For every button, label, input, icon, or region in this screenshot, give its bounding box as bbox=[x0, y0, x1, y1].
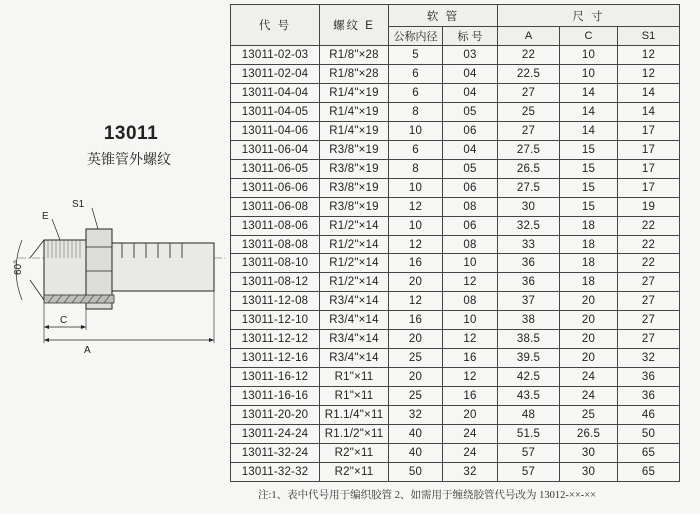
cell-code: 13011-08-12 bbox=[231, 273, 320, 292]
cell-nominal-id: 40 bbox=[389, 444, 443, 463]
cell-mark: 04 bbox=[443, 83, 498, 102]
cell-mark: 16 bbox=[443, 387, 498, 406]
cell-c: 24 bbox=[560, 387, 618, 406]
cell-a: 36 bbox=[498, 254, 560, 273]
cell-c: 20 bbox=[560, 292, 618, 311]
cell-thread: R1"×11 bbox=[320, 387, 389, 406]
cell-s1: 65 bbox=[618, 462, 680, 481]
cell-thread: R1/4"×19 bbox=[320, 83, 389, 102]
cell-nominal-id: 12 bbox=[389, 197, 443, 216]
header-thread: 螺纹 E bbox=[320, 5, 389, 46]
cell-a: 37 bbox=[498, 292, 560, 311]
footnote: 注:1、表中代号用于编织胶管 2、如需用于缠绕胶管代号改为 13012-××-×× bbox=[258, 490, 597, 501]
cell-a: 51.5 bbox=[498, 425, 560, 444]
cell-code: 13011-04-04 bbox=[231, 83, 320, 102]
cell-s1: 22 bbox=[618, 235, 680, 254]
cell-s1: 27 bbox=[618, 311, 680, 330]
cell-s1: 14 bbox=[618, 102, 680, 121]
cell-nominal-id: 40 bbox=[389, 425, 443, 444]
cell-a: 30 bbox=[498, 197, 560, 216]
cell-thread: R3/4"×14 bbox=[320, 330, 389, 349]
cell-code: 13011-06-08 bbox=[231, 197, 320, 216]
cell-a: 38.5 bbox=[498, 330, 560, 349]
table-row bbox=[231, 311, 680, 330]
cell-nominal-id: 6 bbox=[389, 83, 443, 102]
cell-c: 14 bbox=[560, 121, 618, 140]
cell-c: 15 bbox=[560, 159, 618, 178]
cell-s1: 22 bbox=[618, 216, 680, 235]
cell-c: 24 bbox=[560, 368, 618, 387]
cell-a: 22.5 bbox=[498, 64, 560, 83]
cell-nominal-id: 20 bbox=[389, 273, 443, 292]
table-row bbox=[231, 330, 680, 349]
spec-table-body bbox=[231, 46, 680, 482]
cell-c: 20 bbox=[560, 349, 618, 368]
cell-s1: 65 bbox=[618, 444, 680, 463]
cell-thread: R3/4"×14 bbox=[320, 311, 389, 330]
cell-a: 38 bbox=[498, 311, 560, 330]
cell-c: 18 bbox=[560, 273, 618, 292]
cell-thread: R1.1/4"×11 bbox=[320, 406, 389, 425]
cell-c: 18 bbox=[560, 254, 618, 273]
cell-thread: R1/2"×14 bbox=[320, 235, 389, 254]
cell-thread: R2"×11 bbox=[320, 444, 389, 463]
table-row bbox=[231, 462, 680, 481]
cell-s1: 14 bbox=[618, 83, 680, 102]
table-row bbox=[231, 349, 680, 368]
table-row bbox=[231, 83, 680, 102]
cell-mark: 06 bbox=[443, 178, 498, 197]
cell-c: 20 bbox=[560, 330, 618, 349]
cell-thread: R3/4"×14 bbox=[320, 292, 389, 311]
table-row bbox=[231, 197, 680, 216]
cell-s1: 17 bbox=[618, 140, 680, 159]
cell-mark: 05 bbox=[443, 159, 498, 178]
cell-thread: R1"×11 bbox=[320, 368, 389, 387]
cell-code: 13011-20-20 bbox=[231, 406, 320, 425]
cell-code: 13011-08-10 bbox=[231, 254, 320, 273]
cell-thread: R1.1/2"×11 bbox=[320, 425, 389, 444]
table-row bbox=[231, 140, 680, 159]
header-dimensions: 尺 寸 bbox=[498, 5, 680, 27]
header-code: 代 号 bbox=[231, 5, 320, 46]
cell-c: 15 bbox=[560, 140, 618, 159]
cell-thread: R1/2"×14 bbox=[320, 273, 389, 292]
cell-code: 13011-16-12 bbox=[231, 368, 320, 387]
cell-c: 18 bbox=[560, 216, 618, 235]
table-row bbox=[231, 159, 680, 178]
cell-a: 27 bbox=[498, 83, 560, 102]
label-e: E bbox=[42, 211, 49, 222]
cell-mark: 06 bbox=[443, 121, 498, 140]
cell-nominal-id: 20 bbox=[389, 368, 443, 387]
cell-code: 13011-06-04 bbox=[231, 140, 320, 159]
spec-table bbox=[230, 4, 680, 482]
table-row bbox=[231, 387, 680, 406]
cell-nominal-id: 10 bbox=[389, 121, 443, 140]
header-c: C bbox=[560, 27, 618, 46]
cell-mark: 32 bbox=[443, 462, 498, 481]
cell-nominal-id: 10 bbox=[389, 178, 443, 197]
fitting-drawing bbox=[0, 195, 235, 355]
cell-code: 13011-32-32 bbox=[231, 462, 320, 481]
cell-c: 18 bbox=[560, 235, 618, 254]
cell-nominal-id: 25 bbox=[389, 349, 443, 368]
cell-thread: R3/8"×19 bbox=[320, 178, 389, 197]
cell-s1: 27 bbox=[618, 330, 680, 349]
header-a: A bbox=[498, 27, 560, 46]
cell-thread: R1/2"×14 bbox=[320, 216, 389, 235]
cell-nominal-id: 12 bbox=[389, 235, 443, 254]
cell-thread: R1/2"×14 bbox=[320, 254, 389, 273]
cell-code: 13011-08-08 bbox=[231, 235, 320, 254]
cell-s1: 27 bbox=[618, 273, 680, 292]
cell-thread: R2"×11 bbox=[320, 462, 389, 481]
cell-mark: 03 bbox=[443, 46, 498, 65]
cell-code: 13011-06-05 bbox=[231, 159, 320, 178]
cell-c: 30 bbox=[560, 462, 618, 481]
cell-thread: R3/8"×19 bbox=[320, 197, 389, 216]
cell-thread: R1/4"×19 bbox=[320, 102, 389, 121]
table-row bbox=[231, 254, 680, 273]
cell-c: 14 bbox=[560, 83, 618, 102]
cell-a: 33 bbox=[498, 235, 560, 254]
header-hose: 软 管 bbox=[389, 5, 498, 27]
cell-c: 30 bbox=[560, 444, 618, 463]
cell-code: 13011-02-03 bbox=[231, 46, 320, 65]
cell-code: 13011-32-24 bbox=[231, 444, 320, 463]
cell-a: 57 bbox=[498, 462, 560, 481]
cell-a: 22 bbox=[498, 46, 560, 65]
cell-nominal-id: 8 bbox=[389, 159, 443, 178]
cell-c: 20 bbox=[560, 311, 618, 330]
cell-mark: 05 bbox=[443, 102, 498, 121]
cell-a: 32.5 bbox=[498, 216, 560, 235]
cell-a: 48 bbox=[498, 406, 560, 425]
cell-c: 10 bbox=[560, 46, 618, 65]
table-row bbox=[231, 406, 680, 425]
cell-mark: 24 bbox=[443, 444, 498, 463]
cell-thread: R1/8"×28 bbox=[320, 64, 389, 83]
cell-c: 26.5 bbox=[560, 425, 618, 444]
header-nominal-id: 公称内径 bbox=[389, 27, 443, 46]
cell-code: 13011-16-16 bbox=[231, 387, 320, 406]
cell-a: 26.5 bbox=[498, 159, 560, 178]
cell-s1: 17 bbox=[618, 121, 680, 140]
header-s1: S1 bbox=[618, 27, 680, 46]
table-row bbox=[231, 216, 680, 235]
cell-s1: 12 bbox=[618, 46, 680, 65]
label-angle: 60° bbox=[13, 259, 24, 275]
cell-thread: R1/4"×19 bbox=[320, 121, 389, 140]
table-row bbox=[231, 292, 680, 311]
cell-s1: 36 bbox=[618, 387, 680, 406]
cell-nominal-id: 8 bbox=[389, 102, 443, 121]
cell-nominal-id: 16 bbox=[389, 311, 443, 330]
cell-a: 25 bbox=[498, 102, 560, 121]
table-row bbox=[231, 368, 680, 387]
cell-c: 14 bbox=[560, 102, 618, 121]
cell-s1: 17 bbox=[618, 178, 680, 197]
cell-s1: 22 bbox=[618, 254, 680, 273]
cell-code: 13011-06-06 bbox=[231, 178, 320, 197]
cell-code: 13011-04-05 bbox=[231, 102, 320, 121]
cell-thread: R3/8"×19 bbox=[320, 159, 389, 178]
table-row bbox=[231, 121, 680, 140]
cell-mark: 12 bbox=[443, 273, 498, 292]
cell-a: 27.5 bbox=[498, 178, 560, 197]
cell-nominal-id: 25 bbox=[389, 387, 443, 406]
cell-a: 57 bbox=[498, 444, 560, 463]
cell-a: 27.5 bbox=[498, 140, 560, 159]
product-code: 13011 bbox=[103, 123, 159, 144]
cell-a: 43.5 bbox=[498, 387, 560, 406]
cell-mark: 12 bbox=[443, 368, 498, 387]
cell-thread: R1/8"×28 bbox=[320, 46, 389, 65]
cell-nominal-id: 32 bbox=[389, 406, 443, 425]
table-row bbox=[231, 178, 680, 197]
cell-s1: 50 bbox=[618, 425, 680, 444]
cell-nominal-id: 6 bbox=[389, 140, 443, 159]
cell-thread: R3/4"×14 bbox=[320, 349, 389, 368]
label-c: C bbox=[60, 315, 68, 326]
table-row bbox=[231, 425, 680, 444]
cell-thread: R3/8"×19 bbox=[320, 140, 389, 159]
cell-s1: 36 bbox=[618, 368, 680, 387]
header-mark: 标 号 bbox=[443, 27, 498, 46]
cell-a: 39.5 bbox=[498, 349, 560, 368]
cell-mark: 04 bbox=[443, 140, 498, 159]
cell-mark: 08 bbox=[443, 292, 498, 311]
table-row bbox=[231, 273, 680, 292]
label-a: A bbox=[84, 345, 91, 355]
label-s1: S1 bbox=[72, 199, 85, 210]
cell-mark: 10 bbox=[443, 254, 498, 273]
cell-mark: 20 bbox=[443, 406, 498, 425]
cell-s1: 17 bbox=[618, 159, 680, 178]
cell-mark: 06 bbox=[443, 216, 498, 235]
cell-c: 25 bbox=[560, 406, 618, 425]
cell-nominal-id: 20 bbox=[389, 330, 443, 349]
cell-mark: 08 bbox=[443, 197, 498, 216]
cell-code: 13011-12-16 bbox=[231, 349, 320, 368]
cell-nominal-id: 50 bbox=[389, 462, 443, 481]
cell-code: 13011-04-06 bbox=[231, 121, 320, 140]
cell-mark: 24 bbox=[443, 425, 498, 444]
cell-a: 36 bbox=[498, 273, 560, 292]
cell-mark: 12 bbox=[443, 330, 498, 349]
cell-nominal-id: 16 bbox=[389, 254, 443, 273]
cell-a: 42.5 bbox=[498, 368, 560, 387]
table-row bbox=[231, 46, 680, 65]
cell-mark: 16 bbox=[443, 349, 498, 368]
cell-s1: 27 bbox=[618, 292, 680, 311]
cell-s1: 19 bbox=[618, 197, 680, 216]
table-row bbox=[231, 64, 680, 83]
cell-c: 15 bbox=[560, 197, 618, 216]
cell-code: 13011-02-04 bbox=[231, 64, 320, 83]
cell-a: 27 bbox=[498, 121, 560, 140]
cell-s1: 12 bbox=[618, 64, 680, 83]
cell-nominal-id: 6 bbox=[389, 64, 443, 83]
cell-c: 10 bbox=[560, 64, 618, 83]
cell-s1: 46 bbox=[618, 406, 680, 425]
cell-c: 15 bbox=[560, 178, 618, 197]
cell-code: 13011-12-12 bbox=[231, 330, 320, 349]
cell-nominal-id: 10 bbox=[389, 216, 443, 235]
cell-mark: 08 bbox=[443, 235, 498, 254]
cell-code: 13011-12-08 bbox=[231, 292, 320, 311]
table-row bbox=[231, 102, 680, 121]
cell-mark: 10 bbox=[443, 311, 498, 330]
cell-code: 13011-24-24 bbox=[231, 425, 320, 444]
cell-mark: 04 bbox=[443, 64, 498, 83]
cell-nominal-id: 5 bbox=[389, 46, 443, 65]
cell-code: 13011-08-06 bbox=[231, 216, 320, 235]
table-row bbox=[231, 444, 680, 463]
table-row bbox=[231, 235, 680, 254]
cell-s1: 32 bbox=[618, 349, 680, 368]
product-description: 英锥管外螺纹 bbox=[87, 151, 171, 167]
cell-nominal-id: 12 bbox=[389, 292, 443, 311]
cell-code: 13011-12-10 bbox=[231, 311, 320, 330]
